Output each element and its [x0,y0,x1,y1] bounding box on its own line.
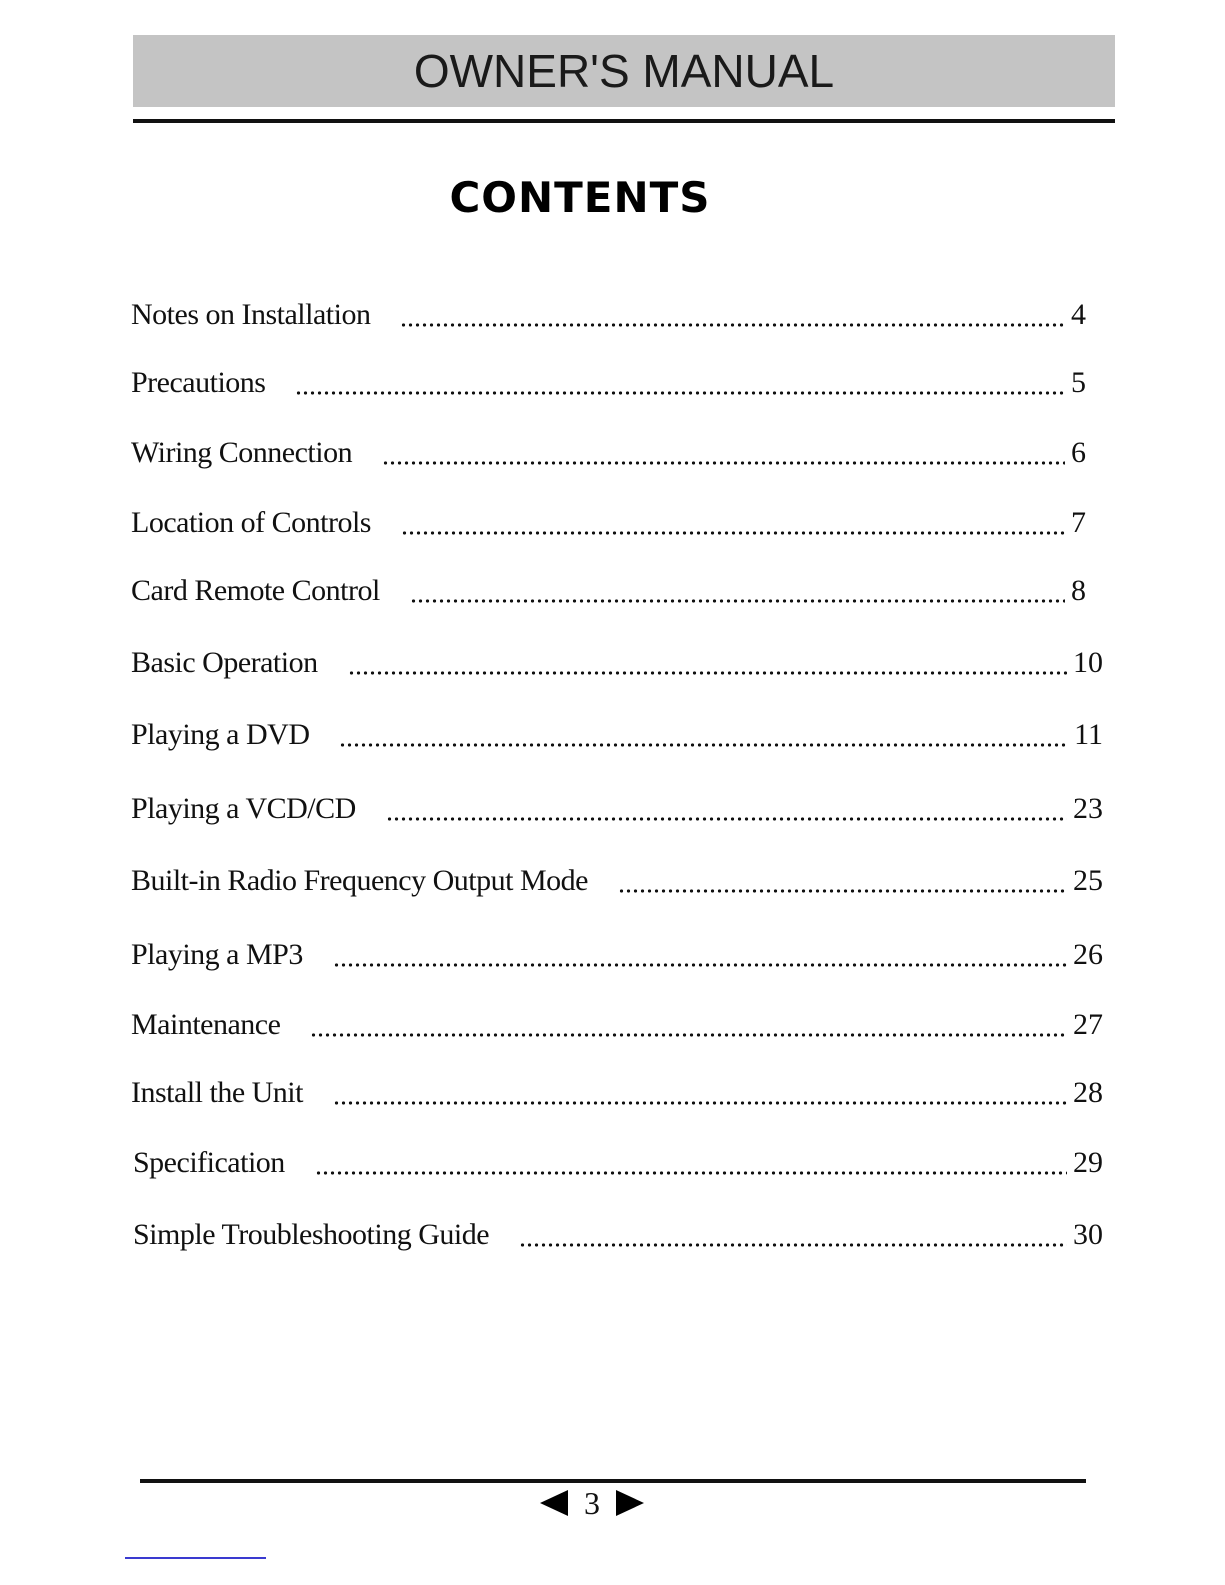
toc-entry-page: 23 [1073,792,1103,825]
manual-title: OWNER'S MANUAL [413,45,835,97]
toc-leader-dots [348,670,1067,676]
footer-rule [140,1479,1086,1483]
toc-entry-label: Location of Controls [131,506,371,539]
toc-entry-page: 25 [1073,864,1103,897]
toc-entry-built-in-radio-frequency[interactable] [131,856,1103,896]
toc-leader-dots [339,742,1068,748]
toc-entry-label: Playing a MP3 [131,938,303,971]
toc-leader-dots [519,1242,1067,1248]
toc-leader-dots [382,460,1065,466]
toc-entry-label: Card Remote Control [131,574,380,607]
page-navigation [540,1487,644,1519]
toc-leader-dots [386,816,1067,822]
triangle-left-icon[interactable] [540,1490,568,1516]
toc-entry-label: Precautions [131,366,266,399]
toc-leader-dots [618,888,1067,894]
toc-leader-dots [315,1170,1067,1176]
toc-entry-label: Basic Operation [131,646,318,679]
toc-entry-page: 10 [1073,646,1103,679]
toc-leader-dots [410,598,1065,604]
toc-entry-maintenance[interactable] [131,1000,1103,1040]
toc-entry-page: 30 [1073,1218,1103,1251]
toc-entry-label: Built-in Radio Frequency Output Mode [131,864,588,897]
toc-entry-label: Simple Troubleshooting Guide [133,1218,490,1251]
toc-entry-page: 28 [1073,1076,1103,1109]
toc-leader-dots [333,1100,1067,1106]
toc-entry-label: Wiring Connection [131,436,353,469]
toc-entry-page: 5 [1071,366,1086,399]
toc-entry-notes-on-installation[interactable] [131,290,1086,330]
toc-entry-page: 7 [1071,506,1086,539]
toc-entry-basic-operation[interactable] [131,638,1103,678]
edge-link-underline [125,1557,266,1559]
toc-entry-label: Playing a VCD/CD [131,792,356,825]
page-number: 3 [584,1485,600,1521]
toc-entry-playing-a-dvd[interactable] [131,710,1103,750]
contents-title: CONTENTS [449,173,711,222]
toc-leader-dots [310,1032,1067,1038]
toc-entry-label: Install the Unit [131,1076,303,1109]
toc-entry-label: Maintenance [131,1008,281,1041]
triangle-right-icon[interactable] [616,1490,644,1516]
toc-entry-specification[interactable] [133,1138,1103,1178]
toc-entry-install-the-unit[interactable] [131,1068,1103,1108]
toc-entry-wiring-connection[interactable] [131,428,1086,468]
toc-entry-card-remote-control[interactable] [131,566,1086,606]
toc-entry-playing-a-vcd-cd[interactable] [131,784,1103,824]
toc-entry-label: Specification [133,1146,285,1179]
toc-entry-page: 29 [1073,1146,1103,1179]
toc-entry-page: 27 [1073,1008,1103,1041]
toc-entry-page: 6 [1071,436,1086,469]
toc-entry-simple-troubleshooting-guide[interactable] [133,1210,1103,1250]
toc-leader-dots [333,962,1067,968]
toc-entry-page: 26 [1073,938,1103,971]
toc-entry-playing-a-mp3[interactable] [131,930,1103,970]
toc-leader-dots [295,390,1065,396]
toc-entry-label: Playing a DVD [131,718,310,751]
toc-entry-page: 11 [1074,718,1103,751]
toc-leader-dots [400,322,1065,328]
toc-entry-label: Notes on Installation [131,298,371,331]
toc-leader-dots [401,530,1065,536]
toc-entry-page: 4 [1071,298,1086,331]
toc-entry-location-of-controls[interactable] [131,498,1086,538]
toc-entry-page: 8 [1071,574,1086,607]
toc-entry-precautions[interactable] [131,358,1086,398]
